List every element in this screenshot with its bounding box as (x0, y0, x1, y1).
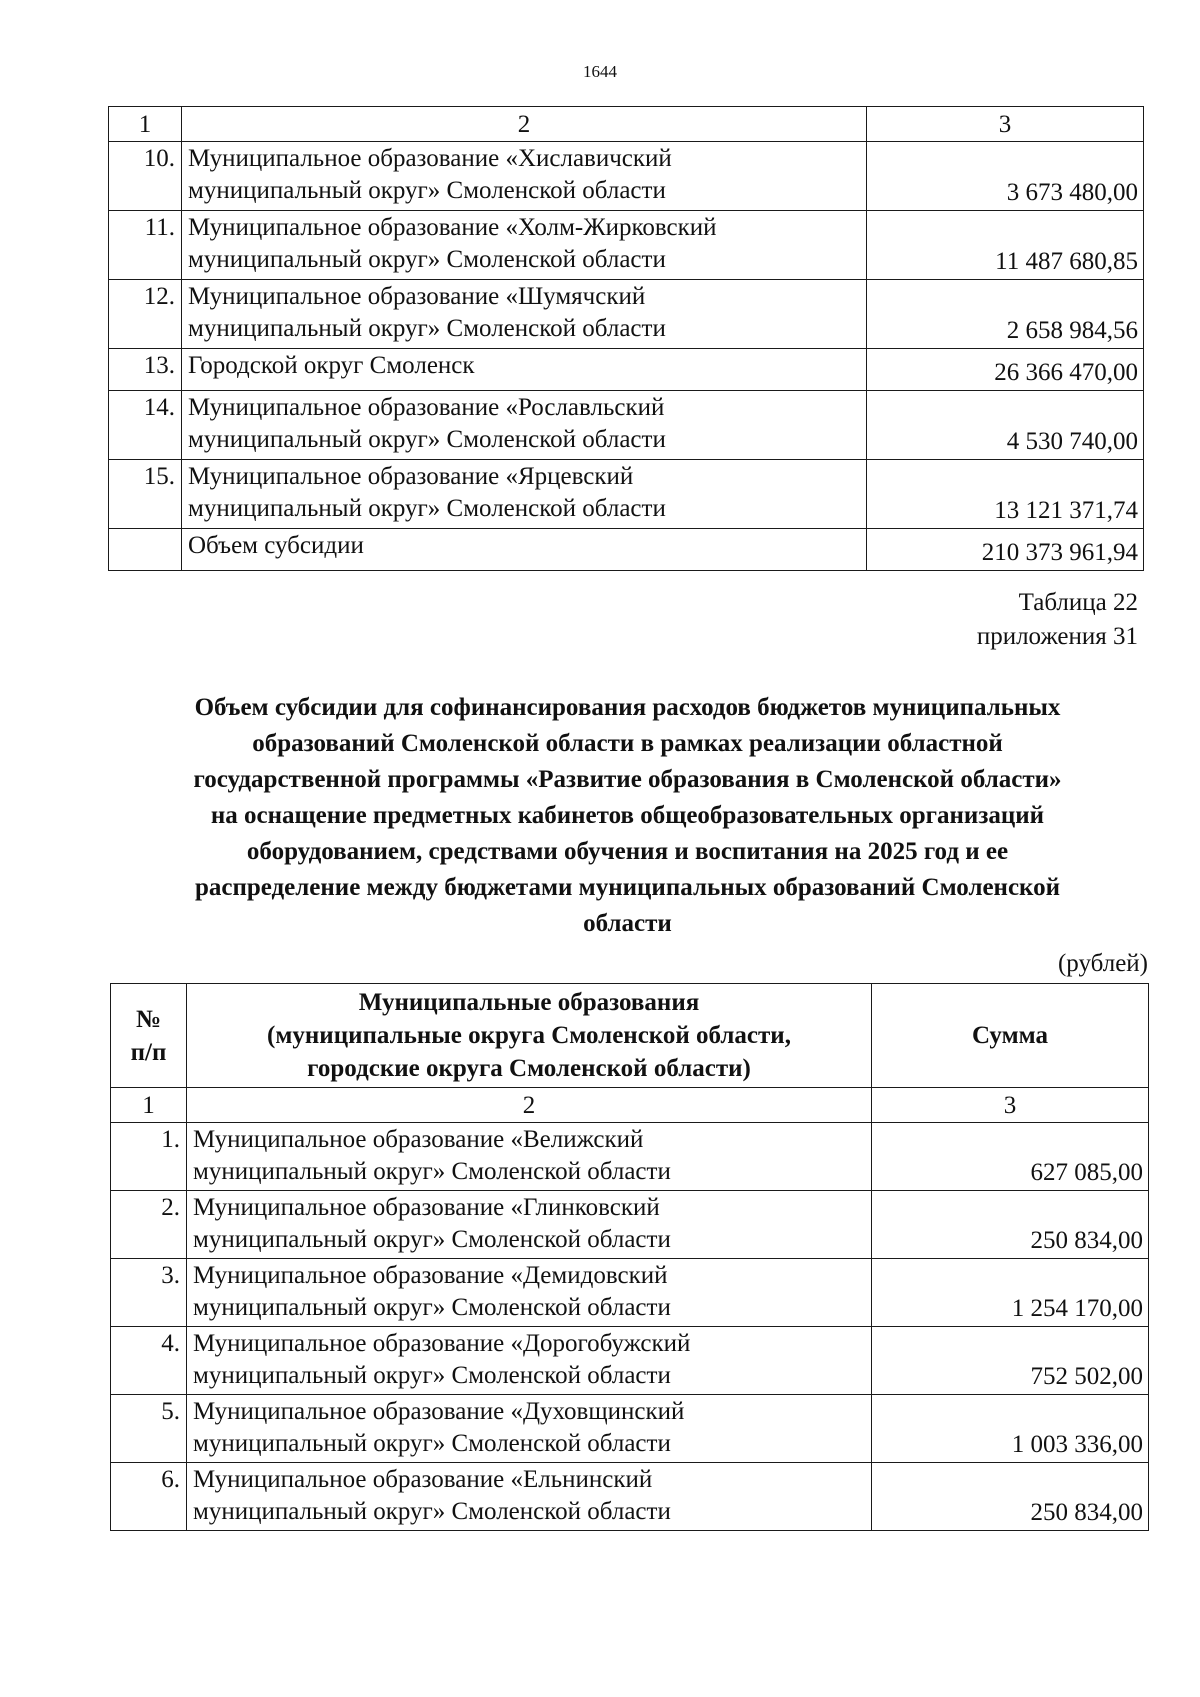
municipality-name: Муниципальное образование «Холм-Жирковский муниципальный округ» Смоленской области (182, 211, 867, 280)
document-title: Объем субсидии для софинансирования расходов бюджетов муниципальных образований Смоленской области в рамках реализации областной государственной программы «Развитие образования в Смоленской области» на оснащение предметных кабинетов общеобразовательных организаций оборудованием, средствами обучения и воспитания на 2025 год и ее распределение между бюджетами муниципальных образований Смоленской области (193, 694, 1062, 937)
municipality-name: Муниципальное образование «Ельнинский муниципальный округ» Смоленской области (187, 1463, 872, 1531)
table-row (109, 391, 1144, 460)
municipality-name: Муниципальное образование «Хиславичский муниципальный округ» Смоленской области (182, 142, 867, 211)
column-number-row (109, 107, 1144, 142)
municipality-name: Муниципальное образование «Шумячский муниципальный округ» Смоленской области (182, 280, 867, 349)
row-number: 10. (109, 142, 182, 211)
units-label: (рублей) (1057, 950, 1148, 977)
amount: 1 003 336,00 (872, 1395, 1149, 1463)
row-number: 3. (111, 1259, 187, 1327)
table-row (109, 349, 1144, 391)
row-number: 1. (111, 1123, 187, 1191)
municipality-name: Городской округ Смоленск (182, 349, 867, 391)
table-row (111, 1259, 1149, 1327)
table-row (109, 142, 1144, 211)
table-row (111, 1123, 1149, 1191)
column-number: 2 (187, 1088, 872, 1123)
row-number: 14. (109, 391, 182, 460)
row-number: 2. (111, 1191, 187, 1259)
table-row (111, 1191, 1149, 1259)
column-number-row (111, 1088, 1149, 1123)
municipality-name: Муниципальное образование «Ярцевский муниципальный округ» Смоленской области (182, 460, 867, 529)
column-number: 3 (867, 107, 1144, 142)
amount: 627 085,00 (872, 1123, 1149, 1191)
table-row (111, 1327, 1149, 1395)
amount: 13 121 371,74 (867, 460, 1144, 529)
column-number: 1 (111, 1088, 187, 1123)
total-row (109, 529, 1144, 571)
table-row (109, 211, 1144, 280)
appendix-caption: приложения 31 (976, 623, 1138, 650)
amount: 1 254 170,00 (872, 1259, 1149, 1327)
municipality-name: Муниципальное образование «Велижский муниципальный округ» Смоленской области (187, 1123, 872, 1191)
municipality-name: Муниципальное образование «Демидовский муниципальный округ» Смоленской области (187, 1259, 872, 1327)
row-number: 5. (111, 1395, 187, 1463)
header-municipalities: Муниципальные образования (муниципальные округа Смоленской области, городские округа Смоленской области) (187, 984, 872, 1088)
total-amount: 210 373 961,94 (867, 529, 1144, 571)
amount: 4 530 740,00 (867, 391, 1144, 460)
header-number: № п/п (111, 984, 187, 1088)
amount: 752 502,00 (872, 1327, 1149, 1395)
total-label: Объем субсидии (182, 529, 867, 571)
header-sum: Сумма (872, 984, 1149, 1088)
municipality-name: Муниципальное образование «Рославльский муниципальный округ» Смоленской области (182, 391, 867, 460)
municipality-name: Муниципальное образование «Духовщинский муниципальный округ» Смоленской области (187, 1395, 872, 1463)
table-caption: Таблица 22 (1018, 589, 1138, 616)
continuation-table (108, 106, 1144, 571)
row-number: 4. (111, 1327, 187, 1395)
table-row (111, 1463, 1149, 1531)
page-number: 1644 (583, 62, 617, 81)
column-number: 3 (872, 1088, 1149, 1123)
table-header-row (111, 984, 1149, 1088)
table-row (109, 280, 1144, 349)
row-number: 12. (109, 280, 182, 349)
table-row (109, 460, 1144, 529)
amount: 26 366 470,00 (867, 349, 1144, 391)
table-row (111, 1395, 1149, 1463)
empty-cell (109, 529, 182, 571)
row-number: 13. (109, 349, 182, 391)
municipality-name: Муниципальное образование «Глинковский муниципальный округ» Смоленской области (187, 1191, 872, 1259)
row-number: 11. (109, 211, 182, 280)
column-number: 2 (182, 107, 867, 142)
column-number: 1 (109, 107, 182, 142)
municipality-name: Муниципальное образование «Дорогобужский муниципальный округ» Смоленской области (187, 1327, 872, 1395)
amount: 250 834,00 (872, 1463, 1149, 1531)
amount: 11 487 680,85 (867, 211, 1144, 280)
row-number: 6. (111, 1463, 187, 1531)
amount: 2 658 984,56 (867, 280, 1144, 349)
amount: 3 673 480,00 (867, 142, 1144, 211)
row-number: 15. (109, 460, 182, 529)
amount: 250 834,00 (872, 1191, 1149, 1259)
subsidy-table (110, 983, 1149, 1531)
